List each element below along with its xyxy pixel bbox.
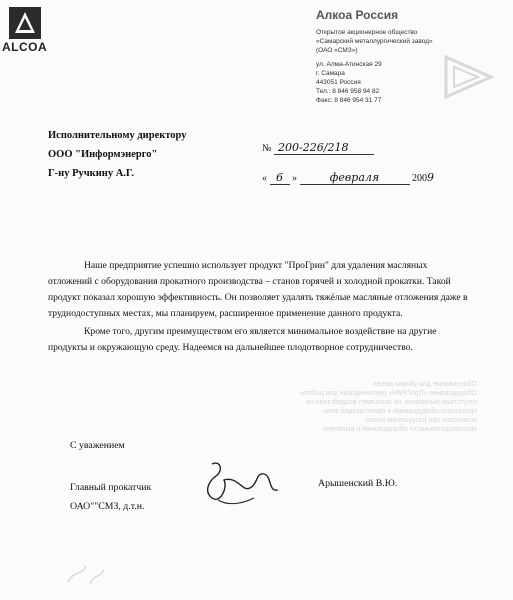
ghost-line: полностью при разрушении масел — [365, 417, 477, 424]
company-phone: Тел.: 8 846 958 94 82 — [316, 88, 380, 95]
addressee-block — [48, 126, 187, 183]
company-line: 443051 Россия — [316, 79, 361, 86]
signer-title — [70, 478, 151, 516]
company-line: ул. Алма-Атинская 29 — [316, 61, 382, 68]
company-brand: Алкоа Россия — [316, 8, 399, 22]
reference-number-value: 200-226/218 — [274, 141, 374, 155]
addressee-line: ООО "Информэнерго" — [48, 149, 158, 160]
signer-title-line: ОАО""СМЗ, д.т.н. — [70, 501, 145, 512]
logo-watermark-icon — [436, 52, 496, 102]
reference-number — [262, 141, 374, 155]
addressee-line: Г-ну Ручкину А.Г. — [48, 168, 135, 179]
alcoa-logo-icon — [8, 6, 42, 40]
date-month: февраля — [300, 171, 410, 185]
date-year-prefix: 200 — [412, 173, 427, 184]
company-fax: Факс: 8 846 954 31 77 — [316, 97, 382, 104]
date-year-suffix: 9 — [427, 171, 434, 184]
signer-name: Арышенский В.Ю. — [318, 478, 398, 489]
ghost-line: прокатного оборудования и прилегающей зоны — [322, 408, 477, 415]
addressee-line: Исполнительному директору — [48, 130, 187, 141]
closing-regards: С уважением — [70, 440, 125, 451]
company-line: Открытое акционерное общество — [316, 29, 418, 36]
ghost-line: отсутствие выгорания, не оказывает воздействия на — [306, 399, 477, 406]
date-day: 6 — [270, 171, 290, 185]
company-line: «Самарский металлургический завод» — [316, 38, 433, 45]
ghost-line: Обоснование для уборки масел — [373, 381, 477, 388]
body-paragraph: Наше предприятие успешно использует продукт "ПроГрин" для удаления масляных отложений с оборудования прокатного производства – станов горячей и холодной прокатки. Такой продукт показал хорошую эффективность. Он позволяет удалять тяжёлые масляные отложения даже в труднодоступных местах, мы планируем, расширенное применение данного продукта. — [48, 260, 468, 319]
ghost-line: Оборудования «ПроГРИН» рекомендован для работы — [300, 390, 477, 397]
number-sign: № — [262, 143, 272, 154]
reference-date — [262, 171, 434, 185]
bleed-through-text — [300, 380, 477, 434]
signer-title-line: Главный прокатчик — [70, 482, 152, 493]
handwritten-signature — [198, 458, 288, 510]
company-line: г. Самара — [316, 70, 345, 77]
ghost-line: производительности оборудования и выявлено — [322, 426, 477, 433]
body-paragraph: Кроме того, другим преимуществом его является минимальное воздействие на другие продукты и окружающую среду. Надеемся на дальнейшее плодотворное сотрудничество. — [48, 326, 437, 353]
date-quote: « — [262, 173, 267, 184]
letter-body — [48, 258, 468, 356]
date-quote: » — [292, 173, 297, 184]
company-line: (ОАО «СМЗ») — [316, 47, 358, 54]
alcoa-wordmark: ALCOA — [2, 40, 48, 54]
faint-mark — [60, 552, 120, 592]
